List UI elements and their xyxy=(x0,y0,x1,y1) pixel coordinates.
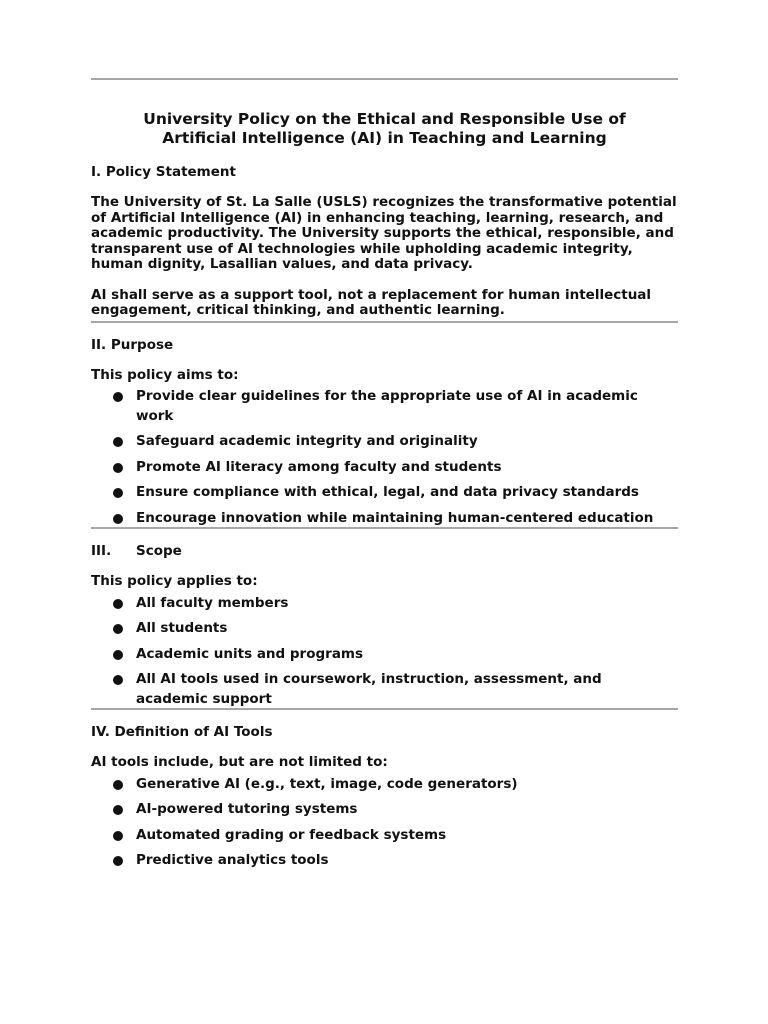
scope-intro: This policy applies to: xyxy=(91,573,258,589)
list-item xyxy=(91,594,678,614)
list-item-text: All AI tools used in coursework, instruction, assessment, and academic support xyxy=(136,671,602,707)
list-item xyxy=(91,670,678,709)
purpose-intro: This policy aims to: xyxy=(91,366,239,383)
list-item xyxy=(91,387,678,426)
list-item xyxy=(91,800,678,820)
bullet-icon xyxy=(113,488,123,498)
list-item xyxy=(91,432,678,452)
bullet-icon xyxy=(113,437,123,447)
bullet-icon xyxy=(113,831,123,841)
list-item xyxy=(91,509,678,529)
bullet-icon xyxy=(113,650,123,660)
section-heading-purpose: II. Purpose xyxy=(91,336,174,353)
bullet-icon xyxy=(113,805,123,815)
list-item-text: Promote AI literacy among faculty and students xyxy=(136,458,502,475)
list-item-text: All faculty members xyxy=(136,594,289,611)
section-heading-text: Scope xyxy=(136,543,182,559)
list-item xyxy=(91,645,678,665)
document-title xyxy=(91,110,678,148)
list-item xyxy=(91,619,678,639)
section-number: III. xyxy=(91,543,112,559)
top-divider xyxy=(91,78,678,80)
section-divider xyxy=(91,321,678,323)
bullet-icon xyxy=(113,624,123,634)
list-item-text: Automated grading or feedback systems xyxy=(136,826,447,843)
section-heading-policy-statement: I. Policy Statement xyxy=(91,164,236,180)
scope-list xyxy=(91,594,678,710)
section-heading-scope xyxy=(91,543,678,559)
definition-intro: AI tools include, but are not limited to: xyxy=(91,754,388,770)
bullet-icon xyxy=(113,463,123,473)
list-item-text: Ensure compliance with ethical, legal, and data privacy standards xyxy=(136,484,639,500)
list-item-text: Generative AI (e.g., text, image, code generators) xyxy=(136,775,518,792)
bullet-icon xyxy=(113,599,123,609)
policy-statement-paragraph: The University of St. La Salle (USLS) recognizes the transformative potential of Artificial Intelligence (AI) in enhancing teaching, learning, research, and academic productivity. The University supports the ethical, responsible, and transparent use of AI technologies while upholding academic integrity, human dignity, Lasallian values, and data privacy. xyxy=(91,194,677,272)
list-item xyxy=(91,458,678,478)
document-content xyxy=(91,78,678,871)
list-item-text: AI-powered tutoring systems xyxy=(136,801,358,817)
list-item xyxy=(91,826,678,846)
bullet-icon xyxy=(113,392,123,402)
list-item-text: Safeguard academic integrity and originality xyxy=(136,433,478,449)
list-item-text: Predictive analytics tools xyxy=(136,852,329,868)
list-item xyxy=(91,775,678,795)
list-item xyxy=(91,483,678,503)
bullet-icon xyxy=(113,856,123,866)
list-item-text: All students xyxy=(136,620,228,636)
bullet-icon xyxy=(113,675,123,685)
purpose-list xyxy=(91,387,678,528)
list-item-text: Academic units and programs xyxy=(136,645,364,662)
policy-statement-paragraph-2: AI shall serve as a support tool, not a replacement for human intellectual engagement, critical thinking, and authentic learning. xyxy=(91,286,652,318)
section-heading-definition: IV. Definition of AI Tools xyxy=(91,724,273,740)
title-line-1: University Policy on the Ethical and Responsible Use of xyxy=(143,110,626,128)
list-item xyxy=(91,851,678,871)
list-item-text: Encourage innovation while maintaining human-centered education xyxy=(136,509,654,526)
list-item-text: Provide clear guidelines for the appropriate use of AI in academic work xyxy=(136,388,638,424)
bullet-icon xyxy=(113,780,123,790)
bullet-icon xyxy=(113,514,123,524)
ai-tools-list xyxy=(91,775,678,871)
title-line-2: Artificial Intelligence (AI) in Teaching and Learning xyxy=(162,129,607,147)
